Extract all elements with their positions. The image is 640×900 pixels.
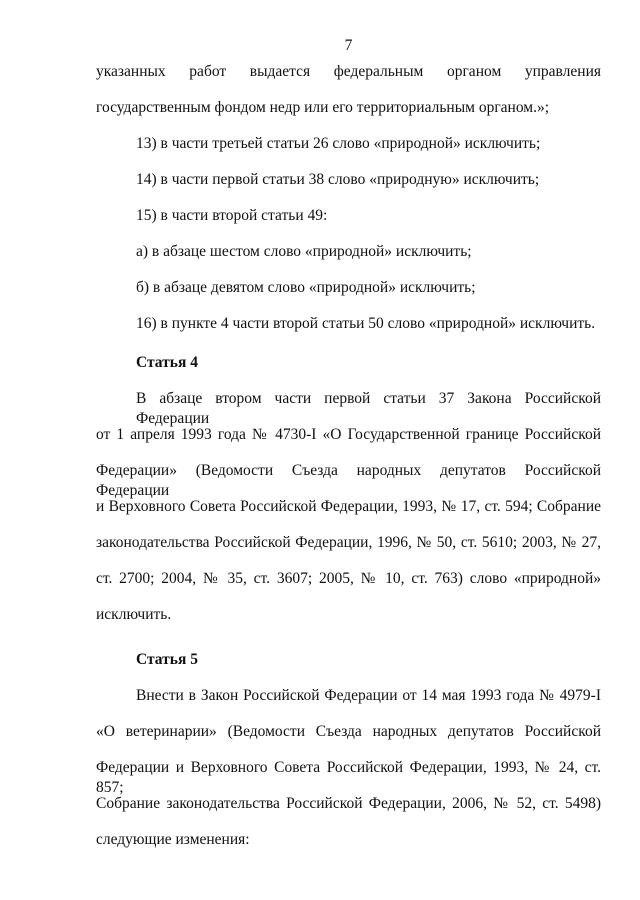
list-item: 13) в части третьей статьи 26 слово «природной» исключить;	[136, 135, 541, 152]
article-5-line: следующие изменения:	[96, 831, 250, 848]
list-item: 14) в части первой статьи 38 слово «природную» исключить;	[136, 171, 540, 188]
article-5-line: Собрание законодательства Российской Федерации, 2006, № 52, ст. 5498)	[96, 795, 601, 812]
text-line: указанных работ выдается федеральным органом управления	[96, 63, 601, 80]
list-item: а) в абзаце шестом слово «природной» исключить;	[136, 243, 472, 260]
article-5-line: «О ветеринарии» (Ведомости Съезда народных депутатов Российской	[96, 723, 601, 740]
list-item: 16) в пункте 4 части второй статьи 50 слово «природной» исключить.	[136, 315, 596, 332]
article-4-line: от 1 апреля 1993 года № 4730-I «О Государственной границе Российской	[96, 426, 601, 443]
article-4-line: Федерации» (Ведомости Съезда народных депутатов Российской Федерации	[96, 462, 601, 499]
article-4-line: законодательства Российской Федерации, 1996, № 50, ст. 5610; 2003, № 27,	[96, 534, 601, 551]
article-5-heading: Статья 5	[136, 651, 198, 668]
article-5-line: Федерации и Верховного Совета Российской Федерации, 1993, № 24, ст. 857;	[96, 759, 601, 796]
article-4-line: и Верховного Совета Российской Федерации, 1993, № 17, ст. 594; Собрание	[96, 498, 601, 515]
text-line: государственным фондом недр или его территориальным органом.»;	[96, 99, 550, 116]
article-4-line: В абзаце втором части первой статьи 37 Закона Российской Федерации	[136, 390, 601, 427]
page-number: 7	[344, 37, 353, 54]
article-4-heading: Статья 4	[136, 354, 198, 371]
article-5-line: Внести в Закон Российской Федерации от 14 мая 1993 года № 4979-I	[136, 687, 601, 704]
article-4-line: исключить.	[96, 606, 172, 623]
article-4-line: ст. 2700; 2004, № 35, ст. 3607; 2005, № 10, ст. 763) слово «природной»	[96, 570, 601, 587]
list-item: 15) в части второй статьи 49:	[136, 207, 328, 224]
list-item: б) в абзаце девятом слово «природной» исключить;	[136, 279, 476, 296]
